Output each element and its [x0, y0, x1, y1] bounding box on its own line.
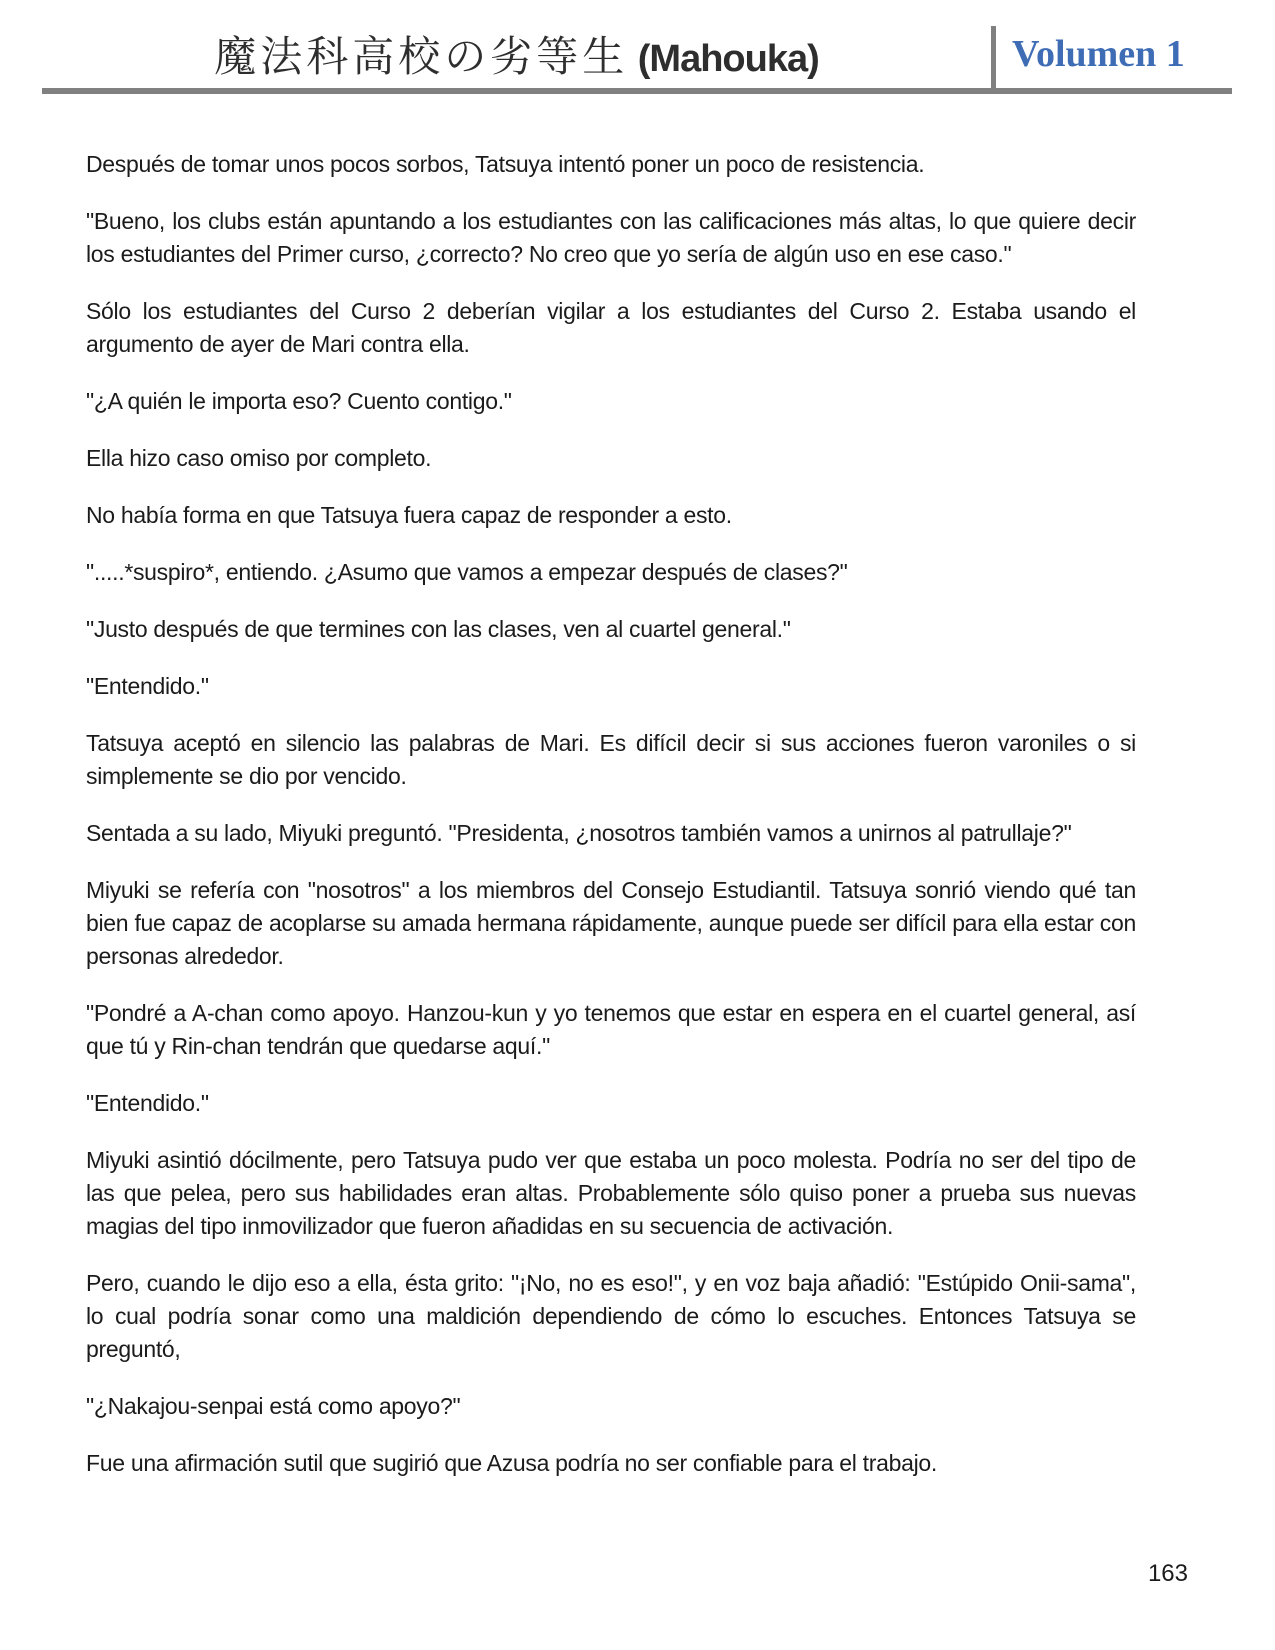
paragraph: Pero, cuando le dijo eso a ella, ésta grito: "¡No, no es eso!", y en voz baja añadió: "Estúpido Onii-sama", lo cual podría sonar como una maldición dependiendo de cómo lo escuches. Entonces Tatsuya se preguntó,	[86, 1270, 1136, 1362]
paragraph: Tatsuya aceptó en silencio las palabras de Mari. Es difícil decir si sus acciones fueron varoniles o si simplemente se dio por vencido.	[86, 730, 1136, 789]
paragraph: "¿A quién le importa eso? Cuento contigo."	[86, 388, 512, 414]
paragraph: "¿Nakajou-senpai está como apoyo?"	[86, 1393, 461, 1419]
paragraph: Sólo los estudiantes del Curso 2 deberían vigilar a los estudiantes del Curso 2. Estaba usando el argumento de ayer de Mari contra ella.	[86, 298, 1136, 357]
paragraph: Fue una afirmación sutil que sugirió que Azusa podría no ser confiable para el trabajo.	[86, 1450, 937, 1476]
header-volume-area	[996, 32, 1232, 88]
paragraph: "Pondré a A-chan como apoyo. Hanzou-kun y yo tenemos que estar en espera en el cuartel general, así que tú y Rin-chan tendrán que quedarse aquí."	[86, 1000, 1136, 1059]
body-text	[86, 148, 1136, 1504]
paragraph: "Bueno, los clubs están apuntando a los estudiantes con las calificaciones más altas, lo que quiere decir los estudiantes del Primer curso, ¿correcto? No creo que yo sería de algún uso en ese caso."	[86, 208, 1136, 267]
paragraph: "Justo después de que termines con las clases, ven al cuartel general."	[86, 616, 791, 642]
header-title-area	[42, 24, 991, 88]
page-header	[42, 0, 1232, 94]
paragraph: No había forma en que Tatsuya fuera capaz de responder a esto.	[86, 502, 732, 528]
paragraph: Miyuki se refería con "nosotros" a los miembros del Consejo Estudiantil. Tatsuya sonrió viendo qué tan bien fue capaz de acoplarse su amada hermana rápidamente, aunque puede ser difícil para ella estar con personas alrededor.	[86, 877, 1136, 969]
paragraph: Ella hizo caso omiso por completo.	[86, 445, 432, 471]
paragraph: Sentada a su lado, Miyuki preguntó. "Presidenta, ¿nosotros también vamos a unirnos al patrullaje?"	[86, 820, 1072, 846]
paragraph: Después de tomar unos pocos sorbos, Tatsuya intentó poner un poco de resistencia.	[86, 151, 925, 177]
title-japanese: 魔法科高校の劣等生	[214, 35, 629, 81]
volume-label: Volumen 1	[1012, 33, 1185, 75]
paragraph: Miyuki asintió dócilmente, pero Tatsuya pudo ver que estaba un poco molesta. Podría no ser del tipo de las que pelea, pero sus habilidades eran altas. Probablemente sólo quiso poner a prueba sus nuevas magias del tipo inmovilizador que fueron añadidas en su secuencia de activación.	[86, 1147, 1136, 1239]
page-title	[42, 24, 991, 84]
title-latin: (Mahouka)	[628, 38, 819, 80]
page-number: 163	[1147, 1560, 1188, 1587]
paragraph: "Entendido."	[86, 1090, 209, 1116]
paragraph: ".....*suspiro*, entiendo. ¿Asumo que vamos a empezar después de clases?"	[86, 559, 848, 585]
paragraph: "Entendido."	[86, 673, 209, 699]
